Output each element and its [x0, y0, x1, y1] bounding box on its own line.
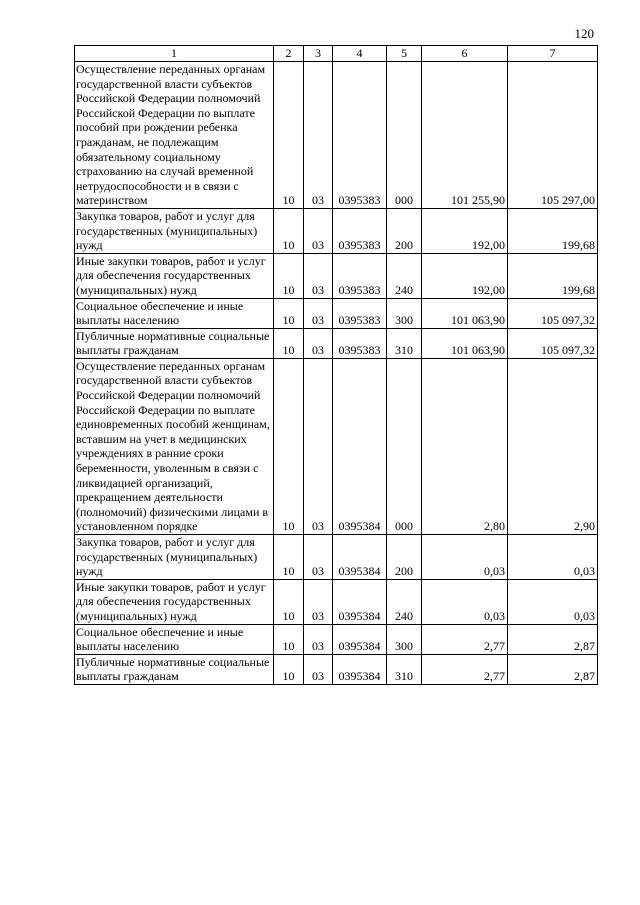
row-amount-1: 101 255,90	[422, 62, 508, 209]
row-expense-type: 300	[387, 298, 422, 328]
row-name: Иные закупки товаров, работ и услуг для обеспечения государственных (муниципальных) нужд	[75, 579, 274, 624]
row-amount-2: 105 097,32	[508, 298, 598, 328]
column-header-1: 1	[75, 46, 274, 62]
row-amount-1: 101 063,90	[422, 298, 508, 328]
row-expense-type: 240	[387, 253, 422, 298]
row-expense-type: 000	[387, 358, 422, 534]
row-subsection: 03	[304, 624, 333, 654]
table-row	[75, 654, 598, 684]
row-amount-2: 199,68	[508, 253, 598, 298]
row-amount-2: 2,90	[508, 358, 598, 534]
row-subsection: 03	[304, 579, 333, 624]
column-header-5: 5	[387, 46, 422, 62]
row-expense-type: 200	[387, 208, 422, 253]
row-section: 10	[274, 328, 304, 358]
row-amount-1: 192,00	[422, 208, 508, 253]
column-header-7: 7	[508, 46, 598, 62]
row-amount-1: 2,77	[422, 624, 508, 654]
row-section: 10	[274, 253, 304, 298]
row-amount-2: 2,87	[508, 624, 598, 654]
row-name: Иные закупки товаров, работ и услуг для обеспечения государственных (муниципальных) нужд	[75, 253, 274, 298]
row-target-code: 0395384	[333, 535, 387, 580]
row-section: 10	[274, 624, 304, 654]
column-header-6: 6	[422, 46, 508, 62]
row-expense-type: 240	[387, 579, 422, 624]
table-row	[75, 358, 598, 534]
row-amount-2: 0,03	[508, 579, 598, 624]
row-amount-1: 2,77	[422, 654, 508, 684]
row-amount-1: 0,03	[422, 579, 508, 624]
row-section: 10	[274, 654, 304, 684]
row-target-code: 0395383	[333, 328, 387, 358]
row-section: 10	[274, 535, 304, 580]
column-header-4: 4	[333, 46, 387, 62]
table-row	[75, 328, 598, 358]
row-name: Закупка товаров, работ и услуг для государственных (муниципальных) нужд	[75, 208, 274, 253]
row-section: 10	[274, 298, 304, 328]
row-subsection: 03	[304, 328, 333, 358]
row-target-code: 0395383	[333, 298, 387, 328]
row-amount-1: 192,00	[422, 253, 508, 298]
row-section: 10	[274, 358, 304, 534]
row-target-code: 0395383	[333, 208, 387, 253]
row-target-code: 0395384	[333, 579, 387, 624]
row-expense-type: 310	[387, 328, 422, 358]
page-number: 120	[574, 26, 594, 41]
table-row	[75, 62, 598, 209]
row-amount-1: 101 063,90	[422, 328, 508, 358]
table-row	[75, 298, 598, 328]
table-row	[75, 624, 598, 654]
row-amount-2: 105 097,32	[508, 328, 598, 358]
row-expense-type: 000	[387, 62, 422, 209]
row-name: Социальное обеспечение и иные выплаты населению	[75, 624, 274, 654]
row-amount-1: 2,80	[422, 358, 508, 534]
row-subsection: 03	[304, 208, 333, 253]
row-subsection: 03	[304, 253, 333, 298]
row-name: Осуществление переданных органам государственной власти субъектов Российской Федерации полномочий Российской Федерации по выплате единовременных пособий женщинам, вставшим на учет в медицинских учреждениях в ранние сроки беременности, уволенным в связи с ликвидацией организаций, прекращением деятельности (полномочий) физическими лицами в установленном порядке	[75, 358, 274, 534]
row-name: Осуществление переданных органам государственной власти субъектов Российской Федерации полномочий Российской Федерации по выплате пособий при рождении ребенка гражданам, не подлежащим обязательному социальному страхованию на случай временной нетрудоспособности и в связи с материнством	[75, 62, 274, 209]
table-row	[75, 579, 598, 624]
column-header-3: 3	[304, 46, 333, 62]
table-row	[75, 208, 598, 253]
row-expense-type: 310	[387, 654, 422, 684]
row-subsection: 03	[304, 654, 333, 684]
row-subsection: 03	[304, 358, 333, 534]
row-name: Закупка товаров, работ и услуг для государственных (муниципальных) нужд	[75, 535, 274, 580]
row-subsection: 03	[304, 62, 333, 209]
row-expense-type: 200	[387, 535, 422, 580]
row-amount-2: 2,87	[508, 654, 598, 684]
table-row	[75, 253, 598, 298]
row-section: 10	[274, 208, 304, 253]
row-amount-2: 105 297,00	[508, 62, 598, 209]
row-subsection: 03	[304, 298, 333, 328]
row-amount-1: 0,03	[422, 535, 508, 580]
row-name: Социальное обеспечение и иные выплаты населению	[75, 298, 274, 328]
row-amount-2: 0,03	[508, 535, 598, 580]
row-target-code: 0395384	[333, 624, 387, 654]
row-expense-type: 300	[387, 624, 422, 654]
row-target-code: 0395384	[333, 358, 387, 534]
table-header-row	[75, 46, 598, 62]
row-name: Публичные нормативные социальные выплаты гражданам	[75, 654, 274, 684]
row-section: 10	[274, 579, 304, 624]
row-target-code: 0395384	[333, 654, 387, 684]
budget-table	[74, 45, 598, 685]
row-amount-2: 199,68	[508, 208, 598, 253]
row-target-code: 0395383	[333, 62, 387, 209]
table-row	[75, 535, 598, 580]
row-name: Публичные нормативные социальные выплаты гражданам	[75, 328, 274, 358]
column-header-2: 2	[274, 46, 304, 62]
row-target-code: 0395383	[333, 253, 387, 298]
row-section: 10	[274, 62, 304, 209]
row-subsection: 03	[304, 535, 333, 580]
